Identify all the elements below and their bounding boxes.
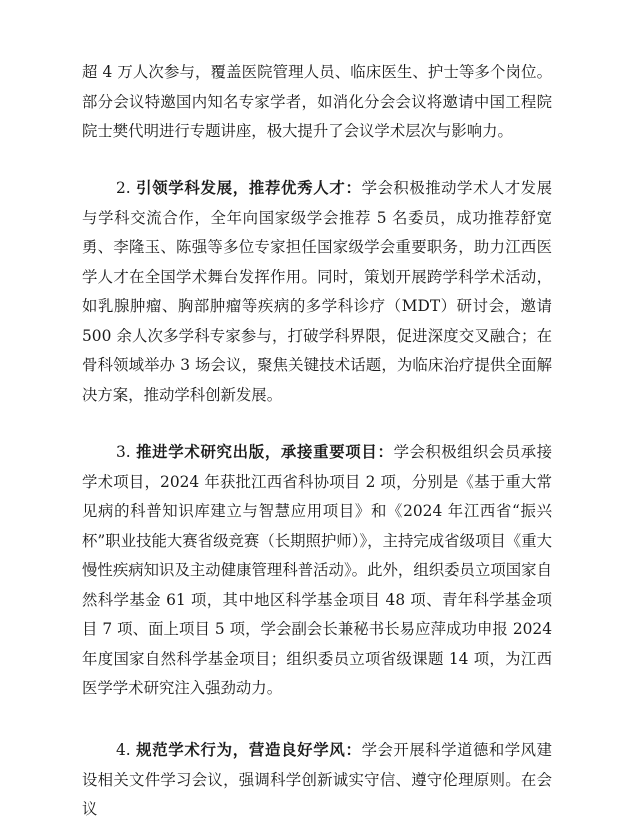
paragraph-1	[82, 58, 552, 147]
paragraph-2-body: 学会积极推动学术人才发展与学科交流合作，全年向国家级学会推荐 5 名委员，成功推荐舒宽勇、李隆玉、陈强等多位专家担任国家级学会重要职务，助力江西医学人才在全国学术舞台发挥作用。同时，策划开展跨学科学术活动，如乳腺肿瘤、胸部肿瘤等疾病的多学科诊疗（MDT）研讨会，邀请 500 余人次多学科专家参与，打破学科界限，促进深度交叉融合；在骨科领域举办 3 场会议，聚焦关键技术话题，为临床治疗提供全面解决方案，推动学科创新发展。	[82, 179, 552, 404]
paragraph-4-body: 学会开展科学道德和学风建设相关文件学习会议，强调科学创新诚实守信、遵守伦理原则。在会议	[82, 741, 552, 818]
paragraph-4-number: 4.	[116, 741, 137, 759]
paragraph-4-heading: 规范学术行为，营造良好学风：	[136, 741, 362, 759]
paragraph-2-number: 2.	[116, 179, 137, 197]
paragraph-1-body: 超 4 万人次参与，覆盖医院管理人员、临床医生、护士等多个岗位。部分会议特邀国内知名专家学者，如消化分会会议将邀请中国工程院院士樊代明进行专题讲座，极大提升了会议学术层次与影响力。	[82, 63, 552, 140]
paragraph-4	[82, 736, 552, 825]
paragraph-3-body: 学会积极组织会员承接学术项目，2024 年获批江西省科协项目 2 项，分别是《基于重大常见病的科普知识库建立与智慧应用项目》和《2024 年江西省“振兴杯”职业技能大赛省级竞赛（长期照护师）》，主持完成省级项目《重大慢性疾病知识及主动健康管理科普活动》。此外，组织委员立项国家自然科学基金 61 项，其中地区科学基金项目 48 项、青年科学基金项目 7 项、面上项目 5 项，学会副会长兼秘书长易应萍成功申报 2024 年度国家自然科学基金项目；组织委员立项省级课题 14 项，为江西医学学术研究注入强劲动力。	[82, 443, 553, 697]
paragraph-3	[82, 438, 552, 704]
paragraph-2	[82, 174, 552, 410]
paragraph-3-number: 3.	[116, 443, 137, 461]
paragraph-3-heading: 推进学术研究出版，承接重要项目：	[136, 443, 394, 461]
paragraph-2-heading: 引领学科发展，推荐优秀人才：	[136, 179, 362, 197]
